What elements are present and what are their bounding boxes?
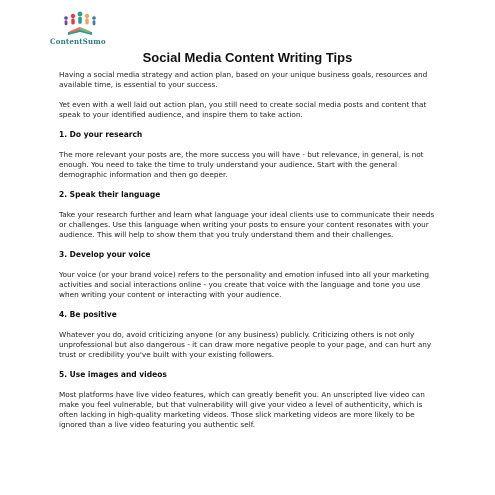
section-body-4: Whatever you do, avoid criticizing anyone (or any business) publicly. Criticizing others is not only unprofessional but also dangerous - it can draw more negative people to your page, and can hurt any trust or credibility you've built with your existing followers. [59,330,432,359]
section-heading-5: 5. Use images and videos [59,370,167,379]
logo [50,10,118,52]
section-body-5: Most platforms have live video features, which can greatly benefit you. An unscripted live video can make you feel vulnerable, but that vulnerability will give your video a level of authenticity, which is often lacking in high-quality marketing videos. Those slick marketing videos are more likely to be ignored than a live video featuring you authentic self. [59,390,425,429]
section-heading-3: 3. Develop your voice [59,250,151,259]
section-body-2: Take your research further and learn what language your ideal clients use to communicate their needs or challenges. Use this language when writing your posts to ensure your content resonates with your audience. This will help to show them that you truly understand them and their challenges. [59,210,435,239]
section-heading-1: 1. Do your research [59,130,143,139]
intro-paragraph-2: Yet even with a well laid out action plan, you still need to create social media posts and content that speak to your identified audience, and inspire them to take action. [59,100,427,119]
logo-name: ContentSumo [50,37,106,46]
document-body [59,70,442,440]
section-body-1: The more relevant your posts are, the more success you will have - but relevance, in general, is not enough. You need to take the time to truly understand your audience. Start with the general demographic information and then go deeper. [59,150,424,179]
document-title: Social Media Content Writing Tips [142,50,353,65]
section-heading-4: 4. Be positive [59,310,117,319]
section-body-3: Your voice (or your brand voice) refers to the personality and emotion infused into all your marketing activities and social interactions online - you create that voice with the language and tone you use when writing your content or interacting with your audience. [59,270,430,299]
intro-paragraph-1: Having a social media strategy and action plan, based on your unique business goals, resources and available time, is essential to your success. [59,70,428,89]
section-heading-2: 2. Speak their language [59,190,161,199]
book-people-icon [50,10,118,38]
